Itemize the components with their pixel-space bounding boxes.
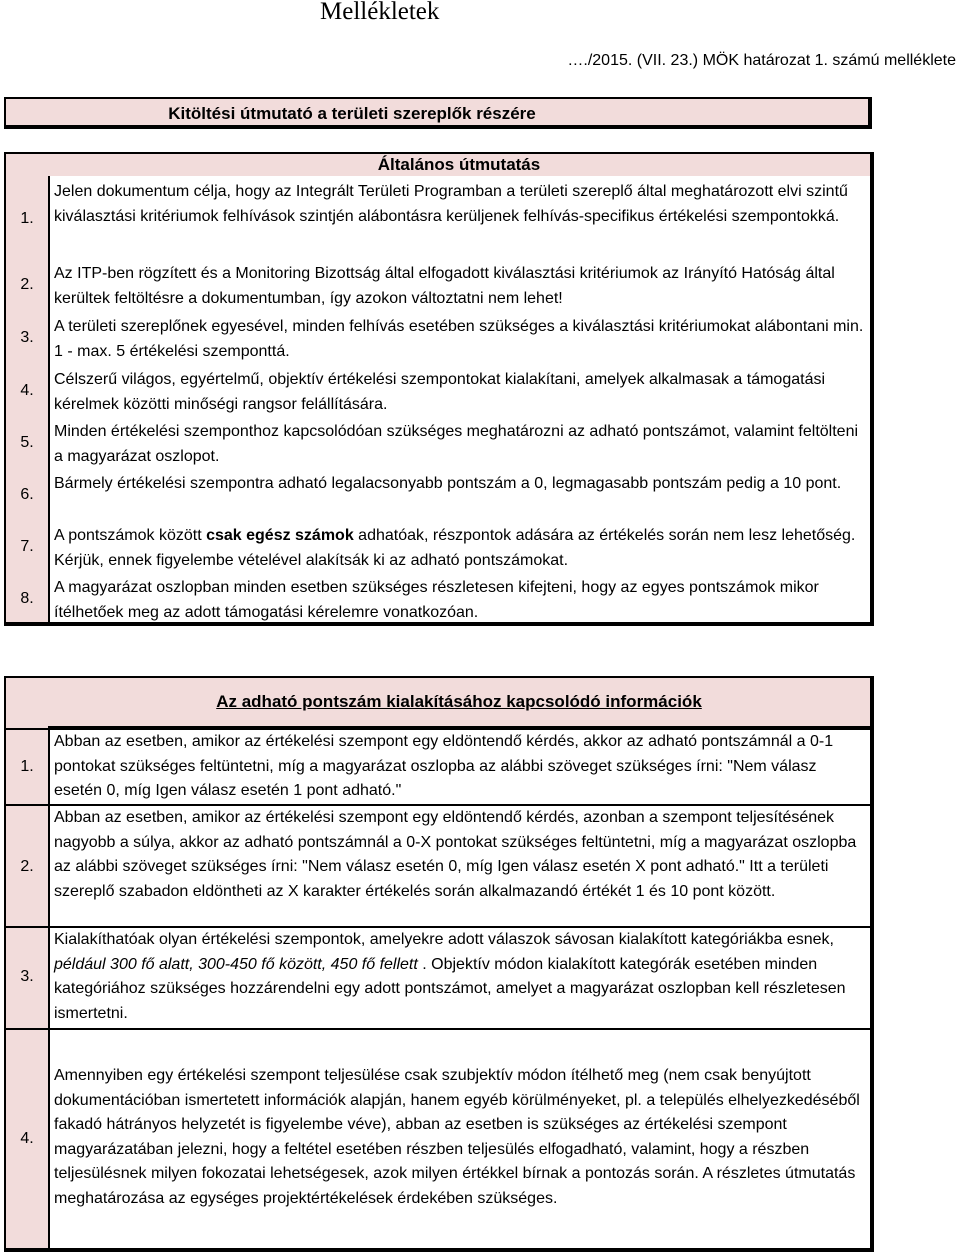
list-item — [6, 728, 870, 806]
item-text: Az ITP-ben rögzített és a Monitoring Bizottság által elfogadott kiválasztási kritériumok az Irányító Hatóság által kerültek feltöltésre a dokumentumban, így azokon változtatni nem lehet! — [54, 265, 835, 307]
item-number: 4. — [20, 382, 34, 399]
item-text-part: A pontszámok között — [54, 527, 207, 544]
list-item — [6, 368, 870, 420]
item-text — [54, 928, 866, 1026]
item-number: 3. — [20, 968, 34, 985]
item-text: Bármely értékelési szempontra adható legalacsonyabb pontszám a 0, legmagasabb pontszám pedig a 10 pont. — [54, 475, 842, 492]
reference-line: …./2015. (VII. 23.) MÖK határozat 1. számú melléklete — [567, 52, 956, 69]
item-text-part: . Objektív módon kialakított kategórák esetében minden kategóriához szükséges hozzárendelni egy adott pontszámot, amelyet a magyarázat oszlopban kell részletesen ismertetni. — [54, 955, 846, 1022]
item-text-italic: például 300 fő alatt, 300-450 fő között, 450 fő fellett — [54, 955, 418, 973]
list-item — [6, 1028, 870, 1250]
item-text: A területi szereplőnek egyesével, minden felhívás esetében szükséges a kiválasztási kritériumokat alábontani min. 1 - max. 5 értékelési szemponttá. — [54, 318, 864, 360]
item-text — [54, 524, 866, 573]
list-item — [6, 262, 870, 314]
item-text: Minden értékelési szemponthoz kapcsolódóan szükséges meghatározni az adható pontszámot, valamint feltölteni a magyarázat oszlopot. — [54, 423, 859, 465]
item-text: Célszerű világos, egyértelmű, objektív értékelési szempontokat kialakítani, amelyek alkalmasak a támogatási kérelmek közötti minőségi rangsor felállítására. — [54, 371, 826, 413]
general-guidance-heading: Általános útmutatás — [48, 154, 870, 176]
item-number: 1. — [20, 758, 34, 775]
item-text-part: Kialakíthatóak olyan értékelési szempontok, amelyekre adott válaszok sávosan kialakított kategóriákba esnek, — [54, 931, 834, 948]
list-item — [6, 576, 870, 624]
list-item — [6, 804, 870, 928]
item-number: 6. — [20, 486, 34, 503]
list-item — [6, 180, 870, 260]
item-text: Abban az esetben, amikor az értékelési szempont egy eldöntendő kérdés, akkor az adható pontszámnál a 0-1 pontokat szükséges feltüntetni, míg a magyarázat oszlopba az alábbi szöveget szükséges írni: "Nem válasz esetén 0, míg Igen válasz esetén 1 pont adható." — [54, 733, 834, 799]
item-number: 2. — [20, 858, 34, 875]
points-info-heading: Az adható pontszám kialakításához kapcsolódó információk — [48, 678, 870, 728]
item-number: 5. — [20, 434, 34, 451]
item-text: Abban az esetben, amikor az értékelési szempont egy eldöntendő kérdés, azonban a szempont teljesítésének nagyobb a súlya, akkor az adható pontszámnál a 0-X pontokat szükséges feltüntetni, míg a magyarázat oszlopba az alábbi szöveget szükséges írni: "Nem válasz esetén 0, míg Igen válasz esetén X pont adható." Itt a területi szereplő szabadon eldöntheti az X karakter értékelés során alkalmazandó értékét 1 és 10 pont között. — [54, 809, 857, 900]
item-number: 2. — [20, 276, 34, 293]
item-number: 1. — [20, 210, 34, 227]
item-text: A magyarázat oszlopban minden esetben szükséges részletesen kifejteni, hogy az egyes pontszámok mikor ítélhetőek meg az adott támogatási kérelemre vonatkozóan. — [54, 579, 819, 621]
general-guidance-section — [4, 152, 874, 626]
list-item — [6, 926, 870, 1028]
guide-title: Kitöltési útmutató a területi szereplők részére — [168, 104, 536, 123]
item-text-part: adhatóak, részpontok adására az értékelés során nem lesz lehetőség. Kérjük, ennek figyelembe vételével alakítsák ki az adható pontszámokat. — [54, 527, 856, 569]
points-info-section — [4, 676, 874, 1252]
item-text: Amennyiben egy értékelési szempont teljesülése csak szubjektív módon ítélhető meg (nem csak benyújtott dokumentációban ismertetett információk alapján, hanem egyéb körülményeket, pl. a település elhelyezkedéséből fakadó hátrányos helyzetét is figyelembe véve), abban az esetben is szükséges az értékelési szempont magyarázatában jelezni, hogy a feltétel esetében részben teljesülés elfogadható, valamint, hogy a részben teljesülésnek milyen fokozatai lehetségesek, azok milyen értékkel bírnak a pontozás során. A részletes útmutatás meghatározása az egységes projektértékelések érdekében szükséges. — [54, 1067, 860, 1207]
item-number: 7. — [20, 538, 34, 555]
page-title: Mellékletek — [320, 0, 440, 25]
item-number: 4. — [20, 1130, 34, 1147]
item-number: 8. — [20, 590, 34, 607]
item-text: Jelen dokumentum célja, hogy az Integrált Területi Programban a területi szereplő által meghatározott elvi szintű kiválasztási kritériumok felhívások szintjén alábontásra kerüljenek felhívás-specifikus értékelési szempontokká. — [54, 183, 848, 225]
item-text-bold: csak egész számok — [206, 527, 354, 544]
list-item — [6, 524, 870, 576]
list-item — [6, 472, 870, 524]
list-item — [6, 315, 870, 367]
item-number: 3. — [20, 329, 34, 346]
guide-title-box — [4, 97, 872, 129]
list-item — [6, 420, 870, 472]
